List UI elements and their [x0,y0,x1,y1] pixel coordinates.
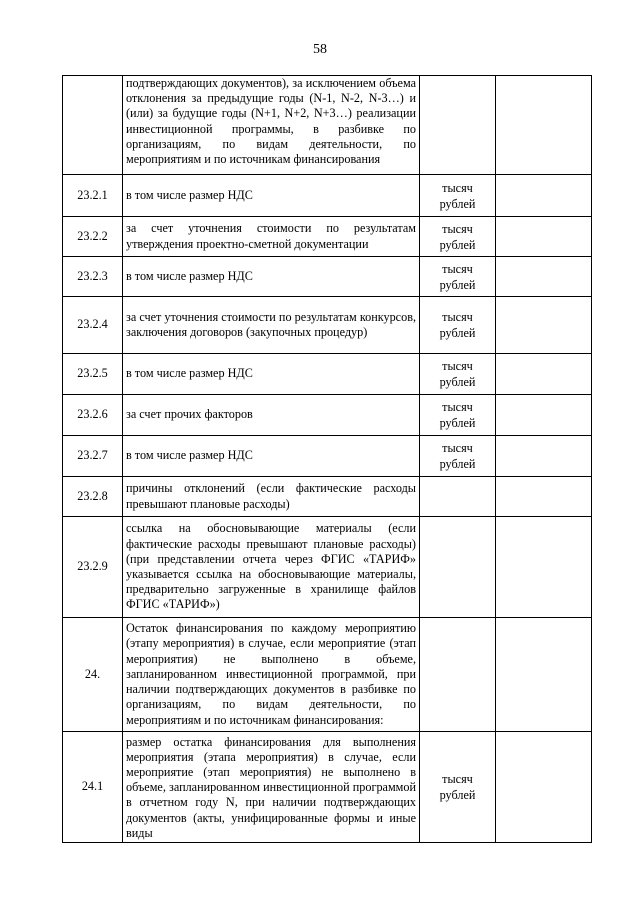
row-number: 23.2.1 [63,175,123,217]
row-unit: тысяч рублей [420,436,496,477]
row-unit: тысяч рублей [420,297,496,354]
table-row [63,175,592,217]
row-value [496,217,592,257]
row-value [496,175,592,217]
row-value [496,517,592,618]
table-row [63,732,592,843]
row-unit [420,618,496,732]
table-row [63,618,592,732]
row-unit: тысяч рублей [420,217,496,257]
row-description: за счет уточнения стоимости по результатам конкурсов, заключения договоров (закупочных процедур) [123,297,420,354]
row-number: 23.2.2 [63,217,123,257]
row-number: 23.2.5 [63,354,123,395]
page-number: 58 [313,42,327,57]
row-value [496,76,592,175]
row-value [496,618,592,732]
table-row [63,257,592,297]
row-number: 24. [63,618,123,732]
row-value [496,436,592,477]
table-row [63,395,592,436]
row-value [496,395,592,436]
row-number: 23.2.7 [63,436,123,477]
row-unit: тысяч рублей [420,354,496,395]
row-description: в том числе размер НДС [123,354,420,395]
row-number: 23.2.9 [63,517,123,618]
row-value [496,297,592,354]
row-unit: тысяч рублей [420,175,496,217]
row-value [496,257,592,297]
row-unit [420,477,496,517]
row-description [123,732,420,843]
row-value [496,732,592,843]
row-number [63,76,123,175]
row-description: подтверждающих документов), за исключением объема отклонения за предыдущие годы (N-1, N-2, N-3…) и (или) за будущие годы (N+1, N+2, N+3…) реализации инвестиционной программы, в разбивке по организациям, по видам деятельности, по мероприятиям и по источникам финансирования [123,76,420,175]
row-value [496,354,592,395]
row-description: за счет прочих факторов [123,395,420,436]
row-description-text: размер остатка финансирования для выполнения мероприятия (этапа мероприятия) в случае, если мероприятие (этап мероприятия) не выполнено в объеме, запланированном инвестиционной программой в отчетном году N, при наличии подтверждающих документов (акты, унифицированные формы и иные виды [126,734,416,840]
row-unit [420,76,496,175]
row-number: 23.2.6 [63,395,123,436]
table-row [63,477,592,517]
row-number: 23.2.3 [63,257,123,297]
row-unit [420,517,496,618]
row-description: в том числе размер НДС [123,175,420,217]
row-unit: тысяч рублей [420,257,496,297]
row-description: в том числе размер НДС [123,436,420,477]
row-description: за счет уточнения стоимости по результатам утверждения проектно-сметной документации [123,217,420,257]
row-number: 23.2.8 [63,477,123,517]
table-row [63,76,592,175]
row-description: ссылка на обосновывающие материалы (если фактические расходы превышают плановые расходы) (при представлении отчета через ФГИС «ТАРИФ» указывается ссылка на обосновывающие материалы, предварительно загруженные в хранилище файлов ФГИС «ТАРИФ») [123,517,420,618]
row-unit: тысяч рублей [420,732,496,843]
row-description: в том числе размер НДС [123,257,420,297]
row-unit: тысяч рублей [420,395,496,436]
row-description: причины отклонений (если фактические расходы превышают плановые расходы) [123,477,420,517]
table-row [63,217,592,257]
table-row [63,297,592,354]
row-description: Остаток финансирования по каждому мероприятию (этапу мероприятия) в случае, если мероприятие (этап мероприятия) не выполнено в объеме, запланированном инвестиционной программой, при наличии подтверждающих документов в разбивке по организациям, по видам деятельности, по мероприятиям и по источникам финансирования: [123,618,420,732]
row-value [496,477,592,517]
row-number: 24.1 [63,732,123,843]
indicators-table [62,75,592,843]
table-row [63,436,592,477]
row-number: 23.2.4 [63,297,123,354]
table-row [63,354,592,395]
table-row [63,517,592,618]
